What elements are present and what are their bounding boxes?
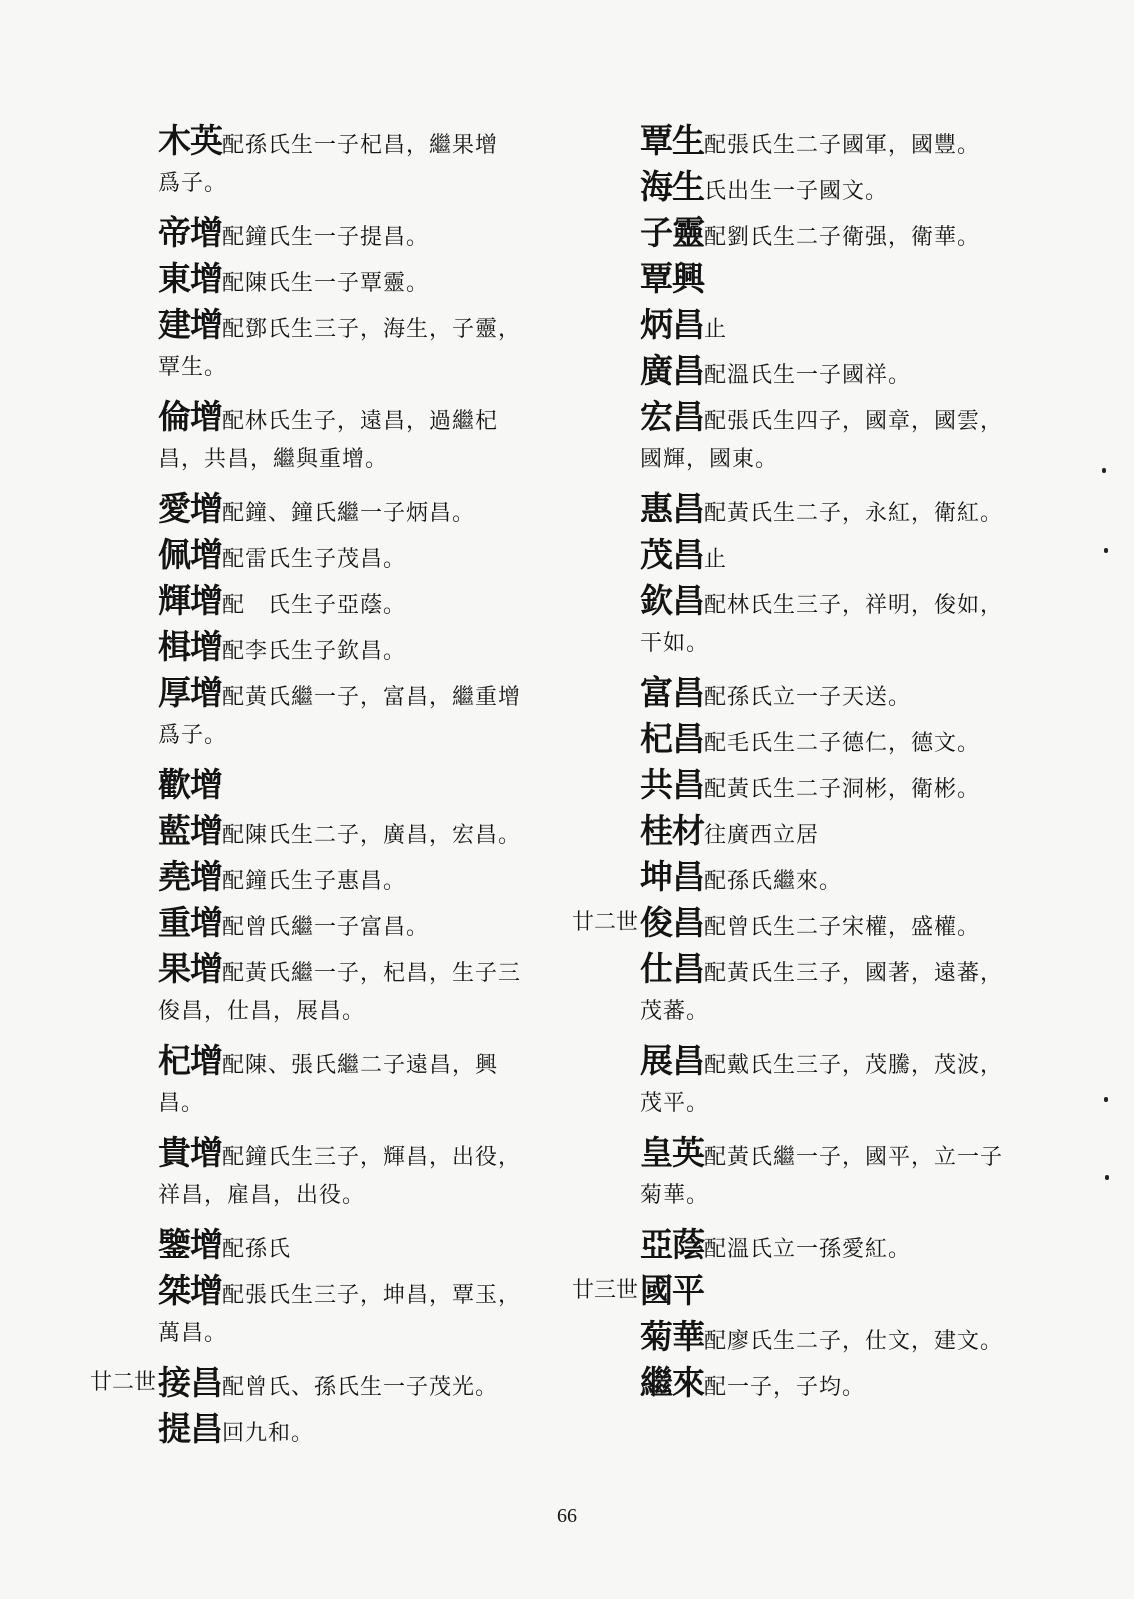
genealogy-entry: [640, 946, 1040, 1038]
genealogy-entry: [158, 210, 558, 256]
entry-description: 配黃氏繼一子，杞昌，生子三: [222, 961, 522, 986]
person-name: 亞蔭: [640, 1225, 704, 1264]
genealogy-entry: [158, 1222, 558, 1268]
entry-description: 配劉氏生二子衛强，衛華。: [704, 225, 981, 250]
person-name: 富昌: [640, 673, 704, 712]
person-name: 桂材: [640, 811, 704, 850]
entry-continuation: 祥昌，雇昌，出役。: [158, 1183, 366, 1208]
entry-description: 配李氏生子欽昌。: [222, 639, 407, 664]
person-name: 繼來: [640, 1363, 704, 1402]
entry-description: 配黃氏生三子，國著，遠蕃，: [704, 961, 1004, 986]
person-name: 覃生: [640, 121, 704, 160]
entry-first-line: [158, 808, 558, 854]
entry-description: 配鐘、鐘氏繼一子炳昌。: [222, 501, 476, 526]
entry-description: 配孫氏立一子天送。: [704, 685, 912, 710]
person-name: 厚增: [158, 673, 222, 712]
genealogy-entry: [158, 946, 558, 1038]
entry-description: 配一子，子均。: [704, 1375, 866, 1400]
genealogy-entry: [640, 762, 1040, 808]
entry-first-line: [640, 1130, 1040, 1176]
right-column: [571, 118, 1040, 1406]
person-name: 茂昌: [640, 535, 704, 574]
person-name: 海生: [640, 167, 704, 206]
entry-description: 回九和。: [222, 1421, 315, 1446]
person-name: 果增: [158, 949, 222, 988]
person-name: 帝增: [158, 213, 222, 252]
genealogy-entry: [158, 532, 558, 578]
entry-description: 配黃氏生二子，永紅，衛紅。: [704, 501, 1004, 526]
entry-first-line: [640, 716, 1040, 762]
scan-speck: [1104, 548, 1108, 553]
entry-first-line: [158, 900, 558, 946]
generation-label: 廿二世: [571, 910, 638, 935]
entry-first-line: [640, 1360, 1040, 1406]
entry-first-line: [158, 256, 558, 302]
entry-description: 配戴氏生三子，茂騰，茂波，: [704, 1053, 1004, 1078]
person-name: 菊華: [640, 1317, 704, 1356]
entry-first-line: [158, 670, 558, 716]
person-name: 炳昌: [640, 305, 704, 344]
entry-first-line: [158, 486, 558, 532]
genealogy-entry: [640, 486, 1040, 532]
entry-description: 配黃氏繼一子，富昌，繼重增: [222, 685, 522, 710]
genealogy-entry: [158, 854, 558, 900]
entry-description: 配鐘氏生三子，輝昌，出役，: [222, 1145, 522, 1170]
entry-continuation: 昌。: [158, 1091, 205, 1116]
entry-first-line: [571, 900, 1040, 946]
entry-description: 氏出生一子國文。: [704, 179, 889, 204]
entry-first-line: [158, 1222, 558, 1268]
genealogy-entry: [640, 808, 1040, 854]
scan-speck: [1105, 1175, 1109, 1180]
genealogy-entry: [640, 1038, 1040, 1130]
entry-description: 配廖氏生二子，仕文，建文。: [704, 1329, 1004, 1354]
entry-first-line: [89, 1360, 558, 1406]
entry-description: 配曾氏生二子宋權，盛權。: [704, 915, 981, 940]
entry-description: 配曾氏、孫氏生一子茂光。: [222, 1375, 499, 1400]
entry-first-line: [640, 164, 1040, 210]
entry-continuation: 國輝，國東。: [640, 447, 779, 472]
genealogy-entry: [640, 1222, 1040, 1268]
entry-continuation: 覃生。: [158, 355, 228, 380]
entry-first-line: [640, 348, 1040, 394]
entry-first-line: [640, 302, 1040, 348]
person-name: 子靈: [640, 213, 704, 252]
entry-first-line: [640, 210, 1040, 256]
genealogy-entry: [158, 1038, 558, 1130]
person-name: 東增: [158, 259, 222, 298]
person-name: 木英: [158, 121, 222, 160]
genealogy-entry: [640, 854, 1040, 900]
entry-description: 配鐘氏生子惠昌。: [222, 869, 407, 894]
entry-first-line: [640, 394, 1040, 440]
scan-speck: [1102, 468, 1106, 473]
person-name: 接昌: [158, 1363, 222, 1402]
genealogy-entry: [89, 1360, 558, 1406]
genealogy-entry: [640, 670, 1040, 716]
person-name: 輝增: [158, 581, 222, 620]
genealogy-entry: [158, 118, 558, 210]
entry-first-line: [158, 302, 558, 348]
entry-description: 配 氏生子亞蔭。: [222, 593, 407, 618]
person-name: 廣昌: [640, 351, 704, 390]
entry-description: 配毛氏生二子德仁，德文。: [704, 731, 981, 756]
genealogy-entry: [640, 394, 1040, 486]
genealogy-entry: [158, 302, 558, 394]
genealogy-entry: [158, 394, 558, 486]
person-name: 堯增: [158, 857, 222, 896]
genealogy-entry: [571, 900, 1040, 946]
entry-first-line: [571, 1268, 1040, 1314]
entry-continuation: 昌，共昌，繼與重增。: [158, 447, 389, 472]
entry-continuation: 萬昌。: [158, 1321, 228, 1346]
person-name: 楫增: [158, 627, 222, 666]
person-name: 貴增: [158, 1133, 222, 1172]
entry-description: 配鐘氏生一子提昌。: [222, 225, 430, 250]
genealogy-entry: [640, 348, 1040, 394]
entry-first-line: [640, 118, 1040, 164]
genealogy-entry: [158, 1406, 558, 1452]
genealogy-entry: [640, 118, 1040, 164]
person-name: 宏昌: [640, 397, 704, 436]
genealogy-entry: [158, 808, 558, 854]
genealogy-entry: [640, 256, 1040, 302]
entry-first-line: [640, 1222, 1040, 1268]
entry-first-line: [640, 854, 1040, 900]
entry-first-line: [640, 808, 1040, 854]
entry-continuation: 茂蕃。: [640, 999, 710, 1024]
person-name: 佩增: [158, 535, 222, 574]
entry-description: 配陳氏生二子，廣昌，宏昌。: [222, 823, 522, 848]
page-number: 66: [557, 1505, 577, 1527]
entry-first-line: [640, 762, 1040, 808]
genealogy-entry: [158, 762, 558, 808]
entry-first-line: [158, 762, 558, 808]
genealogy-entry: [158, 900, 558, 946]
genealogy-entry: [158, 1130, 558, 1222]
generation-label: 廿二世: [89, 1370, 156, 1395]
genealogy-entry: [158, 670, 558, 762]
entry-description: 止: [704, 317, 728, 342]
genealogy-entry: [640, 532, 1040, 578]
entry-first-line: [158, 394, 558, 440]
genealogy-entry: [571, 1268, 1040, 1314]
entry-description: 配孫氏生一子杞昌，繼果增: [222, 133, 499, 158]
entry-first-line: [640, 578, 1040, 624]
entry-description: 配張氏生三子，坤昌，覃玉，: [222, 1283, 522, 1308]
person-name: 鑒增: [158, 1225, 222, 1264]
entry-first-line: [640, 670, 1040, 716]
person-name: 共昌: [640, 765, 704, 804]
person-name: 歡增: [158, 765, 222, 804]
genealogy-entry: [640, 210, 1040, 256]
entry-first-line: [158, 1038, 558, 1084]
person-name: 倫增: [158, 397, 222, 436]
entry-description: 往廣西立居: [704, 823, 820, 848]
entry-first-line: [158, 624, 558, 670]
person-name: 國平: [640, 1271, 704, 1310]
entry-first-line: [640, 486, 1040, 532]
person-name: 仕昌: [640, 949, 704, 988]
entry-first-line: [158, 854, 558, 900]
entry-description: 配溫氏生一子國祥。: [704, 363, 912, 388]
entry-description: 配黃氏生二子洞彬，衛彬。: [704, 777, 981, 802]
entry-first-line: [158, 1268, 558, 1314]
person-name: 桀增: [158, 1271, 222, 1310]
entry-continuation: 干如。: [640, 631, 710, 656]
scan-speck: [1104, 1097, 1108, 1102]
genealogy-entry: [158, 624, 558, 670]
entry-first-line: [158, 118, 558, 164]
person-name: 建增: [158, 305, 222, 344]
entry-first-line: [158, 532, 558, 578]
entry-continuation: 俊昌，仕昌，展昌。: [158, 999, 366, 1024]
genealogy-entry: [640, 1314, 1040, 1360]
entry-first-line: [640, 256, 1040, 302]
entry-first-line: [640, 1038, 1040, 1084]
entry-description: 配曾氏繼一子富昌。: [222, 915, 430, 940]
entry-first-line: [640, 1314, 1040, 1360]
genealogy-entry: [640, 164, 1040, 210]
entry-description: 配陳、張氏繼二子遠昌，興: [222, 1053, 499, 1078]
person-name: 愛增: [158, 489, 222, 528]
genealogy-entry: [640, 302, 1040, 348]
genealogy-entry: [158, 1268, 558, 1360]
entry-first-line: [158, 946, 558, 992]
entry-description: 配黃氏繼一子，國平，立一子: [704, 1145, 1004, 1170]
person-name: 惠昌: [640, 489, 704, 528]
genealogy-entry: [640, 1130, 1040, 1222]
entry-continuation: 爲子。: [158, 723, 228, 748]
entry-continuation: 菊華。: [640, 1183, 710, 1208]
genealogy-entry: [158, 578, 558, 624]
person-name: 藍增: [158, 811, 222, 850]
entry-description: 止: [704, 547, 728, 572]
genealogy-entry: [640, 716, 1040, 762]
entry-description: 配孫氏繼來。: [704, 869, 843, 894]
person-name: 展昌: [640, 1041, 704, 1080]
generation-label: 廿三世: [571, 1278, 638, 1303]
entry-first-line: [640, 532, 1040, 578]
entry-description: 配鄧氏生三子，海生，子靈，: [222, 317, 522, 342]
entry-description: 配林氏生子，遠昌，過繼杞: [222, 409, 499, 434]
entry-continuation: 爲子。: [158, 171, 228, 196]
entry-first-line: [158, 1130, 558, 1176]
person-name: 提昌: [158, 1409, 222, 1448]
genealogy-entry: [640, 578, 1040, 670]
person-name: 杞增: [158, 1041, 222, 1080]
person-name: 皇英: [640, 1133, 704, 1172]
person-name: 重增: [158, 903, 222, 942]
entry-first-line: [158, 1406, 558, 1452]
entry-description: 配溫氏立一孫愛紅。: [704, 1237, 912, 1262]
person-name: 坤昌: [640, 857, 704, 896]
entry-description: 配孫氏: [222, 1237, 292, 1262]
entry-first-line: [158, 578, 558, 624]
person-name: 俊昌: [640, 903, 704, 942]
genealogy-entry: [640, 1360, 1040, 1406]
genealogy-entry: [158, 256, 558, 302]
entry-first-line: [158, 210, 558, 256]
entry-description: 配張氏生二子國軍，國豐。: [704, 133, 981, 158]
genealogy-entry: [158, 486, 558, 532]
entry-description: 配雷氏生子茂昌。: [222, 547, 407, 572]
entry-description: 配陳氏生一子覃靈。: [222, 271, 430, 296]
entry-first-line: [640, 946, 1040, 992]
entry-description: 配林氏生三子，祥明，俊如，: [704, 593, 1004, 618]
person-name: 杞昌: [640, 719, 704, 758]
left-column: [89, 118, 558, 1452]
person-name: 欽昌: [640, 581, 704, 620]
entry-continuation: 茂平。: [640, 1091, 710, 1116]
entry-description: 配張氏生四子，國章，國雲，: [704, 409, 1004, 434]
person-name: 覃興: [640, 259, 704, 298]
